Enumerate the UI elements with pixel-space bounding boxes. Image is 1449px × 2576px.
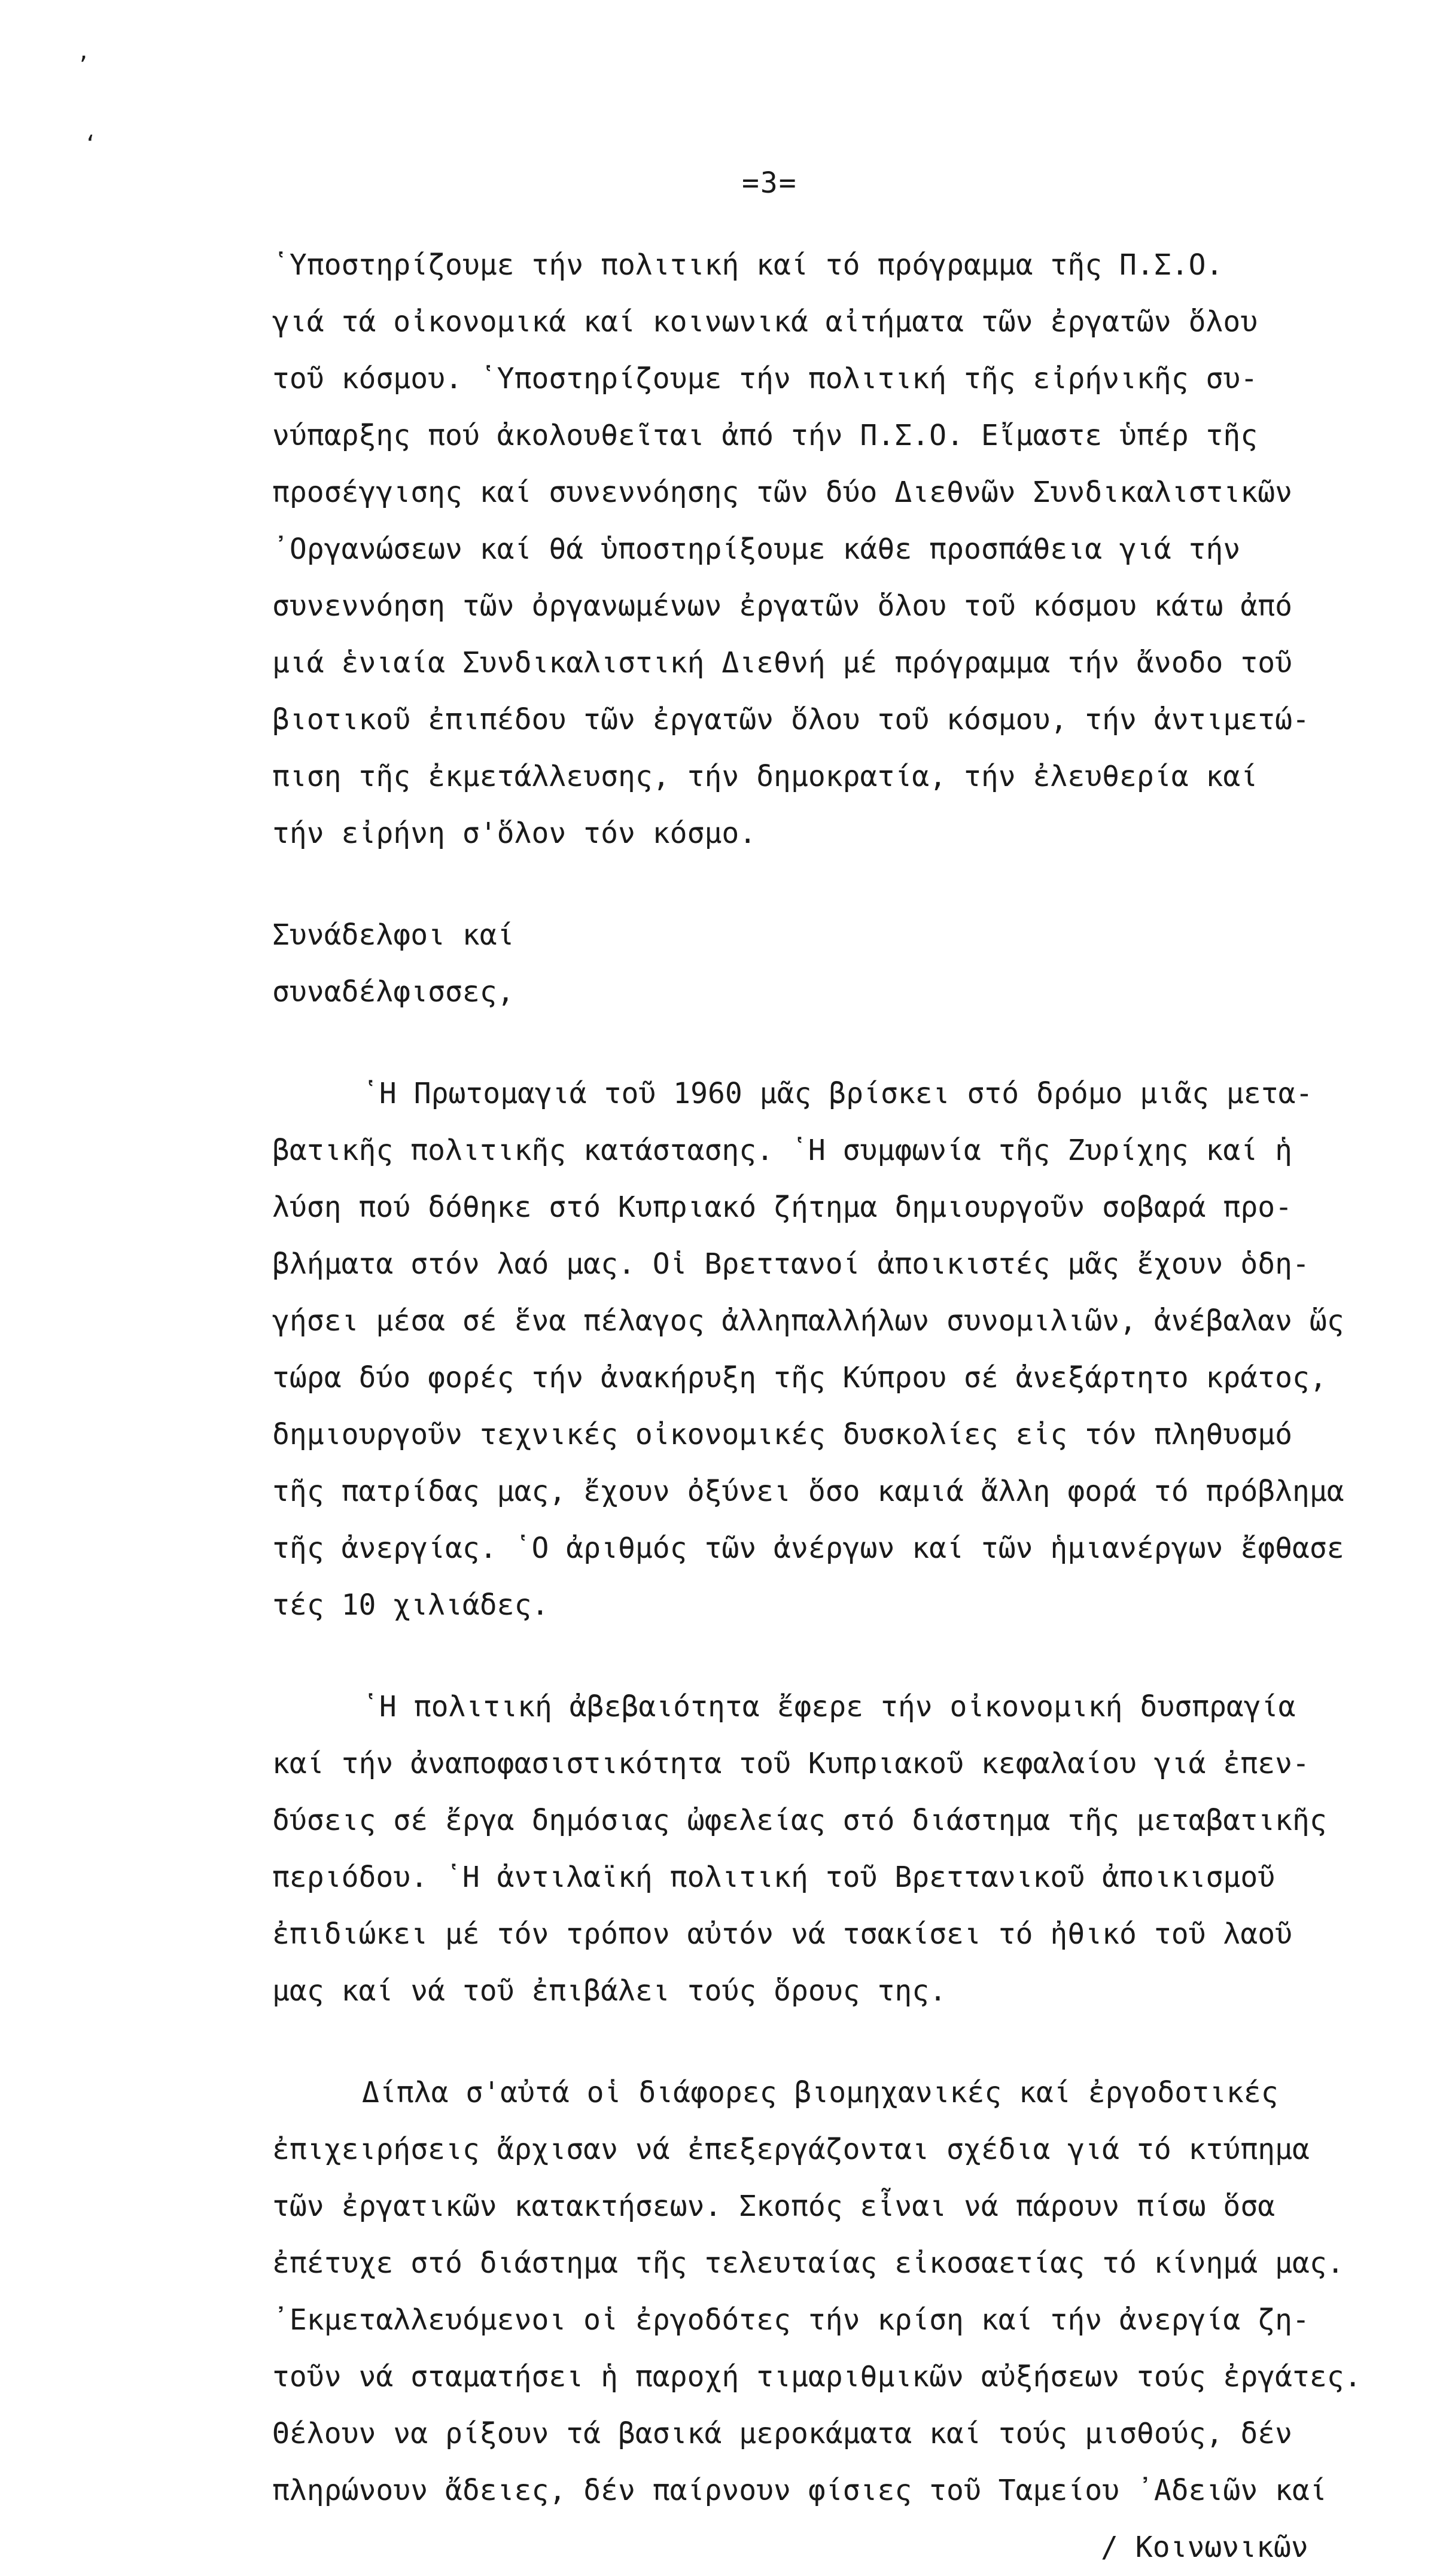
text-line: μιά ἑνιαία Συνδικαλιστική Διεθνή μέ πρόγραμμα τήν ἄνοδο τοῦ [272, 646, 1293, 680]
paragraph-5 [272, 2065, 1412, 2519]
margin-mark-top: ’ [77, 53, 90, 77]
text-line: Δίπλα σ'αὐτά οἱ διάφορες βιομηχανικές καί ἐργοδοτικές [362, 2076, 1278, 2109]
text-line: Συνάδελφοι καί [272, 918, 515, 952]
text-line: ἐπέτυχε στό διάστημα τῆς τελευταίας εἰκοσαετίας τό κίνημά μας. [272, 2246, 1344, 2280]
text-line: καί τήν ἀναποφασιστικότητα τοῦ Κυπριακοῦ κεφαλαίου γιά ἐπεν- [272, 1747, 1310, 1780]
text-line: μας καί νά τοῦ ἐπιβάλει τούς ὅρους της. [272, 1974, 947, 2008]
text-line: περιόδου. ῾Η ἀντιλαϊκή πολιτική τοῦ Βρεττανικοῦ ἀποικισμοῦ [272, 1861, 1276, 1894]
text-line: γιά τά οἰκονομικά καί κοινωνικά αἰτήματα τῶν ἐργατῶν ὅλου [272, 305, 1258, 339]
text-line: ᾿Οργανώσεων καί θά ὑποστηρίξουμε κάθε προσπάθεια γιά τήν [272, 532, 1241, 566]
text-line: τῶν ἐργατικῶν κατακτήσεων. Σκοπός εἶναι νά πάρουν πίσω ὅσα [272, 2190, 1276, 2223]
text-line: συνεννόηση τῶν ὀργανωμένων ἐργατῶν ὅλου τοῦ κόσμου κάτω ἀπό [272, 589, 1293, 623]
text-line: ᾿Εκμεταλλευόμενοι οἱ ἐργοδότες τήν κρίση καί τήν ἀνεργία ζη- [272, 2303, 1310, 2337]
paragraph-gap [272, 1021, 1412, 1065]
paragraph-gap [272, 862, 1412, 907]
paragraph-1 [272, 237, 1412, 862]
text-line: συναδέλφισσες, [272, 975, 515, 1009]
text-line: νύπαρξης πού ἀκολουθεῖται ἀπό τήν Π.Σ.Ο. Εἴμαστε ὑπέρ τῆς [272, 419, 1258, 452]
page-number: =3= [742, 166, 797, 200]
salutation [272, 907, 1412, 1021]
text-line: τήν εἰρήνη σ'ὅλον τόν κόσμο. [272, 817, 757, 850]
text-line: βατικῆς πολιτικῆς κατάστασης. ῾Η συμφωνία τῆς Ζυρίχης καί ἡ [272, 1134, 1293, 1167]
text-line: βλήματα στόν λαό μας. Οἱ Βρεττανοί ἀποικιστές μᾶς ἔχουν ὁδη- [272, 1247, 1310, 1281]
text-line: Θέλουν να ρίξουν τά βασικά μεροκάματα καί τούς μισθούς, δέν [272, 2417, 1293, 2450]
text-line: πιση τῆς ἐκμετάλλευσης, τήν δημοκρατία, τήν ἐλευθερία καί [272, 760, 1258, 793]
catchword: / Κοινωνικῶν [1101, 2531, 1308, 2564]
text-line: ἐπιχειρήσεις ἄρχισαν νά ἐπεξεργάζονται σχέδια γιά τό κτύπημα [272, 2133, 1310, 2166]
text-line: βιοτικοῦ ἐπιπέδου τῶν ἐργατῶν ὅλου τοῦ κόσμου, τήν ἀντιμετώ- [272, 703, 1310, 736]
text-line: τώρα δύο φορές τήν ἀνακήρυξη τῆς Κύπρου σέ ἀνεξάρτητο κράτος, [272, 1361, 1327, 1394]
text-line: πληρώνουν ἄδειες, δέν παίρνουν φίσιες τοῦ Ταμείου ᾿Αδειῶν καί [272, 2474, 1327, 2507]
text-line: ἐπιδιώκει μέ τόν τρόπον αὐτόν νά τσακίσει τό ἠθικό τοῦ λαοῦ [272, 1917, 1293, 1951]
text-line: ῾Η πολιτική ἀβεβαιότητα ἔφερε τήν οἰκονομική δυσπραγία [362, 1690, 1296, 1724]
paragraph-4 [272, 1679, 1412, 2020]
document-body [272, 237, 1412, 2576]
margin-mark-left: ‘ [84, 132, 97, 156]
text-line: τοῦ κόσμου. ῾Υποστηρίζουμε τήν πολιτική τῆς εἰρήνικῆς συ- [272, 362, 1258, 395]
text-line: τοῦν νά σταματήσει ἡ παροχή τιμαριθμικῶν αὐξήσεων τούς ἐργάτες. [272, 2360, 1362, 2394]
text-line: τῆς πατρίδας μας, ἔχουν ὀξύνει ὅσο καμιά ἄλλη φορά τό πρόβλημα [272, 1475, 1344, 1508]
paragraph-3 [272, 1065, 1412, 1634]
text-line: δύσεις σέ ἔργα δημόσιας ὠφελείας στό διάστημα τῆς μεταβατικῆς [272, 1804, 1327, 1837]
text-line: ῾Υποστηρίζουμε τήν πολιτική καί τό πρόγραμμα τῆς Π.Σ.Ο. [272, 248, 1223, 282]
text-line: ῾Η Πρωτομαγιά τοῦ 1960 μᾶς βρίσκει στό δρόμο μιᾶς μετα- [362, 1077, 1313, 1110]
text-line: τές 10 χιλιάδες. [272, 1588, 549, 1622]
text-line: λύση πού δόθηκε στό Κυπριακό ζήτημα δημιουργοῦν σοβαρά προ- [272, 1190, 1293, 1224]
paragraph-gap [272, 2020, 1412, 2065]
paragraph-gap [272, 1634, 1412, 1679]
text-line: προσέγγισης καί συνεννόησης τῶν δύο Διεθνῶν Συνδικαλιστικῶν [272, 476, 1293, 509]
text-line: τῆς ἀνεργίας. ῾Ο ἀριθμός τῶν ἀνέργων καί τῶν ἡμιανέργων ἔφθασε [272, 1531, 1344, 1565]
text-line: γήσει μέσα σέ ἕνα πέλαγος ἀλληπαλλήλων συνομιλιῶν, ἀνέβαλαν ὥς [272, 1304, 1344, 1338]
text-line: δημιουργοῦν τεχνικές οἰκονομικές δυσκολίες εἰς τόν πληθυσμό [272, 1418, 1293, 1451]
